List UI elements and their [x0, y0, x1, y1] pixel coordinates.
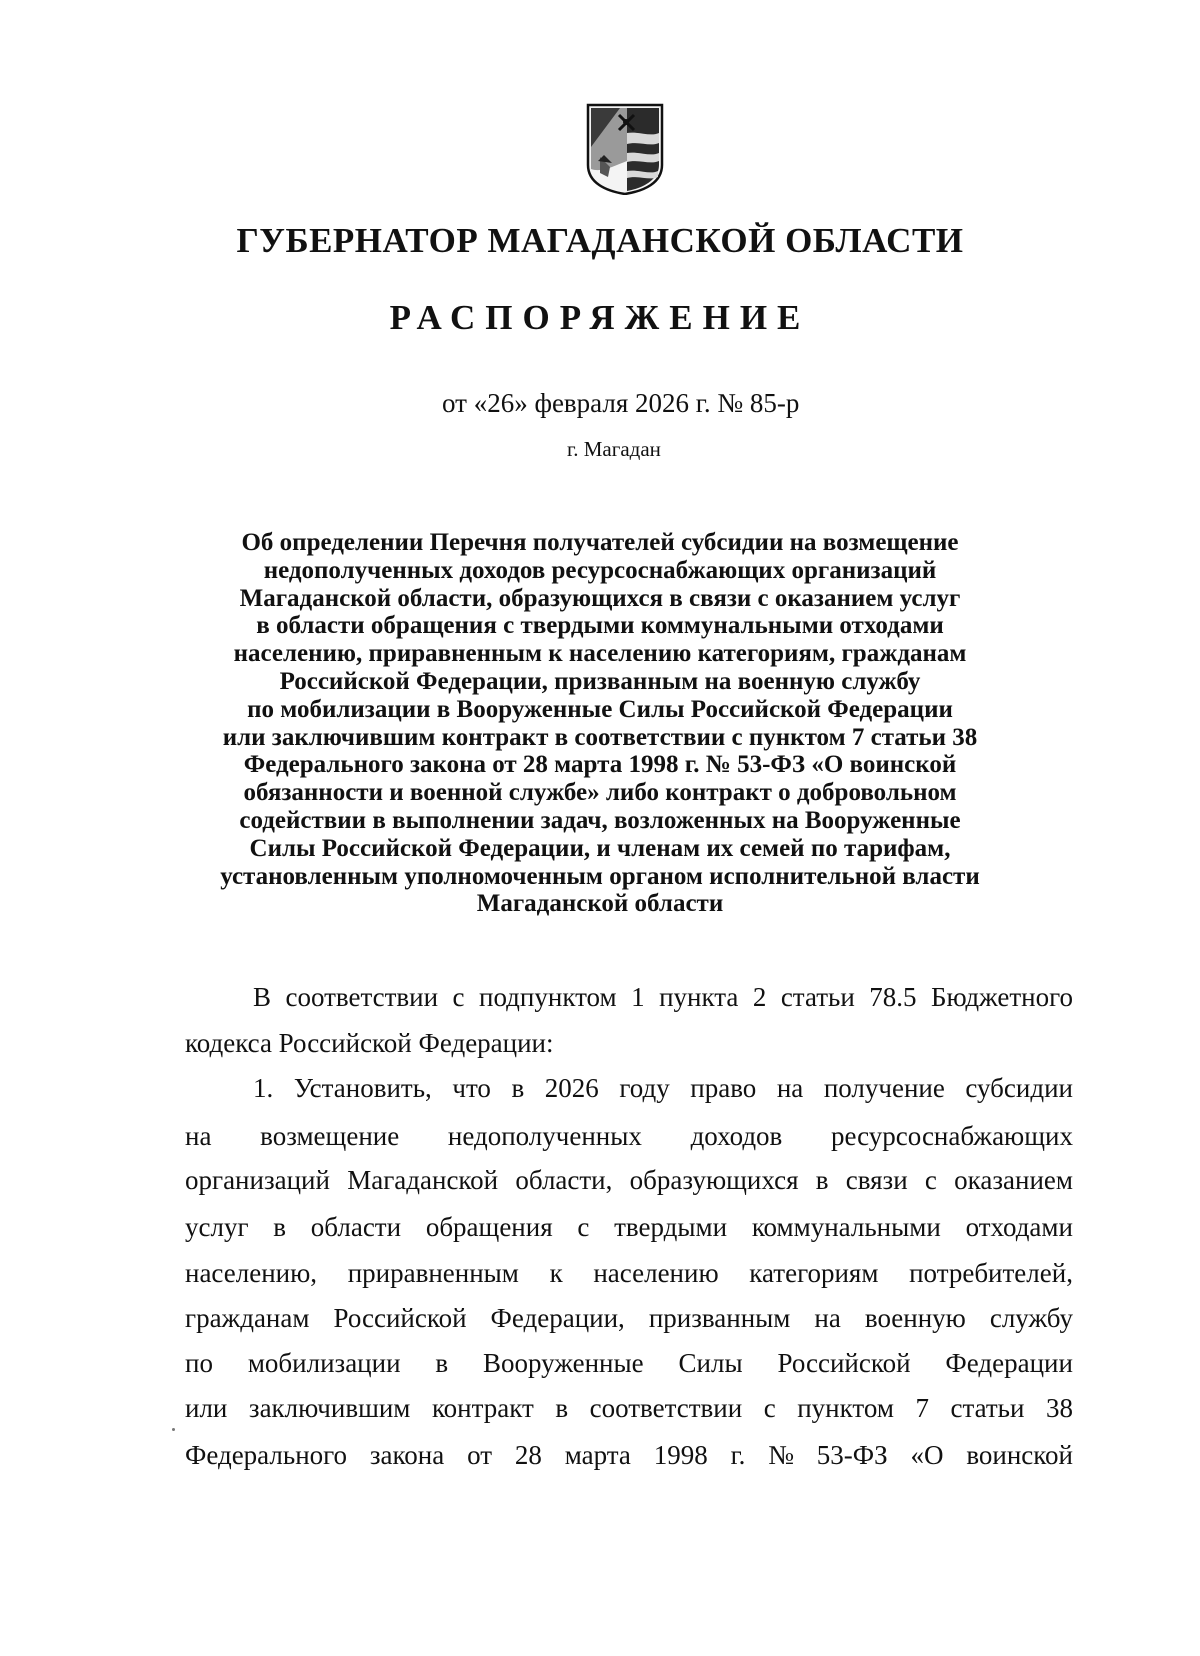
body-word: с	[452, 982, 465, 1012]
subject-line: Магаданской области, образующихся в связи с оказанием услуг	[239, 584, 961, 612]
body-word: образующихся	[629, 1165, 799, 1195]
body-word: году	[619, 1073, 670, 1103]
body-word: Магаданской	[347, 1165, 499, 1195]
body-word: 38	[1045, 1393, 1073, 1423]
body-word: от	[467, 1440, 493, 1470]
body-word: 1.	[253, 1073, 274, 1103]
scan-speck	[172, 1428, 175, 1431]
body-word: с	[924, 1165, 937, 1195]
body-word: 7	[915, 1393, 929, 1423]
subject-line: по мобилизации в Вооруженные Силы Российской Федерации	[247, 695, 953, 723]
body-word: право	[690, 1073, 757, 1103]
body-word: ресурсоснабжающих	[831, 1121, 1073, 1151]
body-word: Бюджетного	[931, 982, 1073, 1012]
subject-line: Об определении Перечня получателей субсидии на возмещение	[241, 529, 959, 556]
subject-line: в области обращения с твердыми коммунальными отходами	[256, 612, 944, 640]
document-date-number: от «26» февраля 2026 г. № 85-р	[442, 388, 800, 418]
body-word: коммунальными	[751, 1212, 941, 1242]
body-word: в	[555, 1393, 569, 1423]
coat-of-arms-icon	[586, 103, 664, 195]
body-word: что	[452, 1073, 491, 1103]
document-place: г. Магадан	[567, 437, 661, 461]
body-word: категориям	[749, 1258, 879, 1288]
body-word: на	[185, 1121, 212, 1151]
body-word: твердыми	[614, 1212, 728, 1242]
body-word: Федерального	[185, 1440, 348, 1470]
body-line	[185, 1440, 1073, 1471]
body-word: соответствии	[589, 1393, 743, 1423]
body-word: Установить,	[293, 1073, 432, 1103]
body-word: обращения	[425, 1212, 553, 1242]
body-word: населению	[593, 1258, 719, 1288]
body-word: возмещение	[260, 1121, 400, 1151]
body-word: статьи	[780, 982, 855, 1012]
body-line	[185, 1393, 1073, 1424]
body-word: Российской	[777, 1348, 911, 1378]
subject-line: Силы Российской Федерации, и членам их семей по тарифам,	[249, 834, 951, 862]
body-word: области	[310, 1212, 402, 1242]
body-word: в	[273, 1212, 287, 1242]
body-word: области,	[515, 1165, 613, 1195]
body-word: военную	[864, 1303, 966, 1333]
body-word: услуг	[185, 1212, 249, 1242]
body-word: в	[815, 1165, 829, 1195]
body-word: 1998	[653, 1440, 708, 1470]
body-word: службу	[989, 1303, 1073, 1333]
body-line	[185, 1165, 1073, 1196]
body-word: потребителей,	[909, 1258, 1073, 1288]
body-word: организаций	[185, 1165, 330, 1195]
issuing-authority: ГУБЕРНАТОР МАГАДАНСКОЙ ОБЛАСТИ	[236, 221, 964, 260]
body-word: или	[185, 1393, 228, 1423]
body-line	[185, 1121, 1073, 1152]
body-word: на	[814, 1303, 841, 1333]
body-word: В	[253, 982, 272, 1012]
body-word: 2	[752, 982, 767, 1012]
body-word: Федерации,	[490, 1303, 625, 1333]
subject-line: или заключившим контракт в соответствии с пунктом 7 статьи 38	[222, 723, 978, 751]
body-word: статьи	[950, 1393, 1025, 1423]
subject-line: обязанности и военной службе» либо контракт о добровольном	[243, 779, 957, 807]
body-word: 28	[514, 1440, 542, 1470]
body-word: в	[435, 1348, 449, 1378]
body-line	[253, 1073, 1073, 1104]
body-line: кодекса Российской Федерации:	[185, 1028, 554, 1058]
body-word: призванным	[648, 1303, 791, 1333]
body-word: заключившим	[248, 1393, 411, 1423]
subject-line: Магаданской области	[476, 890, 724, 918]
body-word: Российской	[333, 1303, 467, 1333]
body-line	[185, 1212, 1073, 1243]
body-word: гражданам	[185, 1303, 310, 1333]
document-type: РАСПОРЯЖЕНИЕ	[389, 298, 811, 337]
body-word: «О	[910, 1440, 944, 1470]
body-word: по	[185, 1348, 213, 1378]
body-word: с	[577, 1212, 590, 1242]
body-word: 2026	[544, 1073, 599, 1103]
subject-line: установленным уполномоченным органом исполнительной власти	[220, 862, 980, 890]
body-word: отходами	[965, 1212, 1073, 1242]
body-word: приравненным	[347, 1258, 519, 1288]
body-word: доходов	[690, 1121, 783, 1151]
subject-line: недополученных доходов ресурсоснабжающих организаций	[263, 556, 937, 584]
subject-line: Федерального закона от 28 марта 1998 г. № 53-ФЗ «О воинской	[243, 751, 957, 779]
body-word: населению,	[185, 1258, 318, 1288]
body-word: мобилизации	[247, 1348, 401, 1378]
body-word: Силы	[678, 1348, 743, 1378]
body-word: №	[768, 1440, 794, 1470]
body-line	[185, 1348, 1073, 1379]
body-word: соответствии	[285, 982, 439, 1012]
body-word: контракт	[431, 1393, 534, 1423]
body-word: пункта	[659, 982, 739, 1012]
body-word: г.	[730, 1440, 746, 1470]
body-word: к	[549, 1258, 563, 1288]
body-word: марта	[564, 1440, 631, 1470]
body-word: пунктом	[797, 1393, 894, 1423]
body-word: оказанием	[954, 1165, 1073, 1195]
body-word: 1	[631, 982, 645, 1012]
subject-line: Российской Федерации, призванным на военную службу	[279, 667, 921, 695]
body-line	[253, 982, 1073, 1013]
body-word: субсидии	[965, 1073, 1073, 1103]
body-line	[185, 1258, 1073, 1289]
body-word: с	[763, 1393, 776, 1423]
body-word: Вооруженные	[483, 1348, 644, 1378]
body-word: подпунктом	[479, 982, 617, 1012]
body-line	[185, 1303, 1073, 1334]
body-word: на	[776, 1073, 804, 1103]
body-word: 78.5	[869, 982, 917, 1012]
body-word: закона	[369, 1440, 445, 1470]
body-word: Федерации	[945, 1348, 1073, 1378]
body-word: недополученных	[447, 1121, 642, 1151]
subject-line: содействии в выполнении задач, возложенных на Вооруженные	[239, 806, 961, 834]
subject-line: населению, приравненным к населению категориям, гражданам	[233, 640, 967, 668]
body-word: 53-ФЗ	[816, 1440, 888, 1470]
body-word: в	[511, 1073, 525, 1103]
body-word: воинской	[966, 1440, 1073, 1470]
document-subject	[160, 529, 1040, 918]
body-word: связи	[845, 1165, 908, 1195]
body-word: получение	[823, 1073, 945, 1103]
